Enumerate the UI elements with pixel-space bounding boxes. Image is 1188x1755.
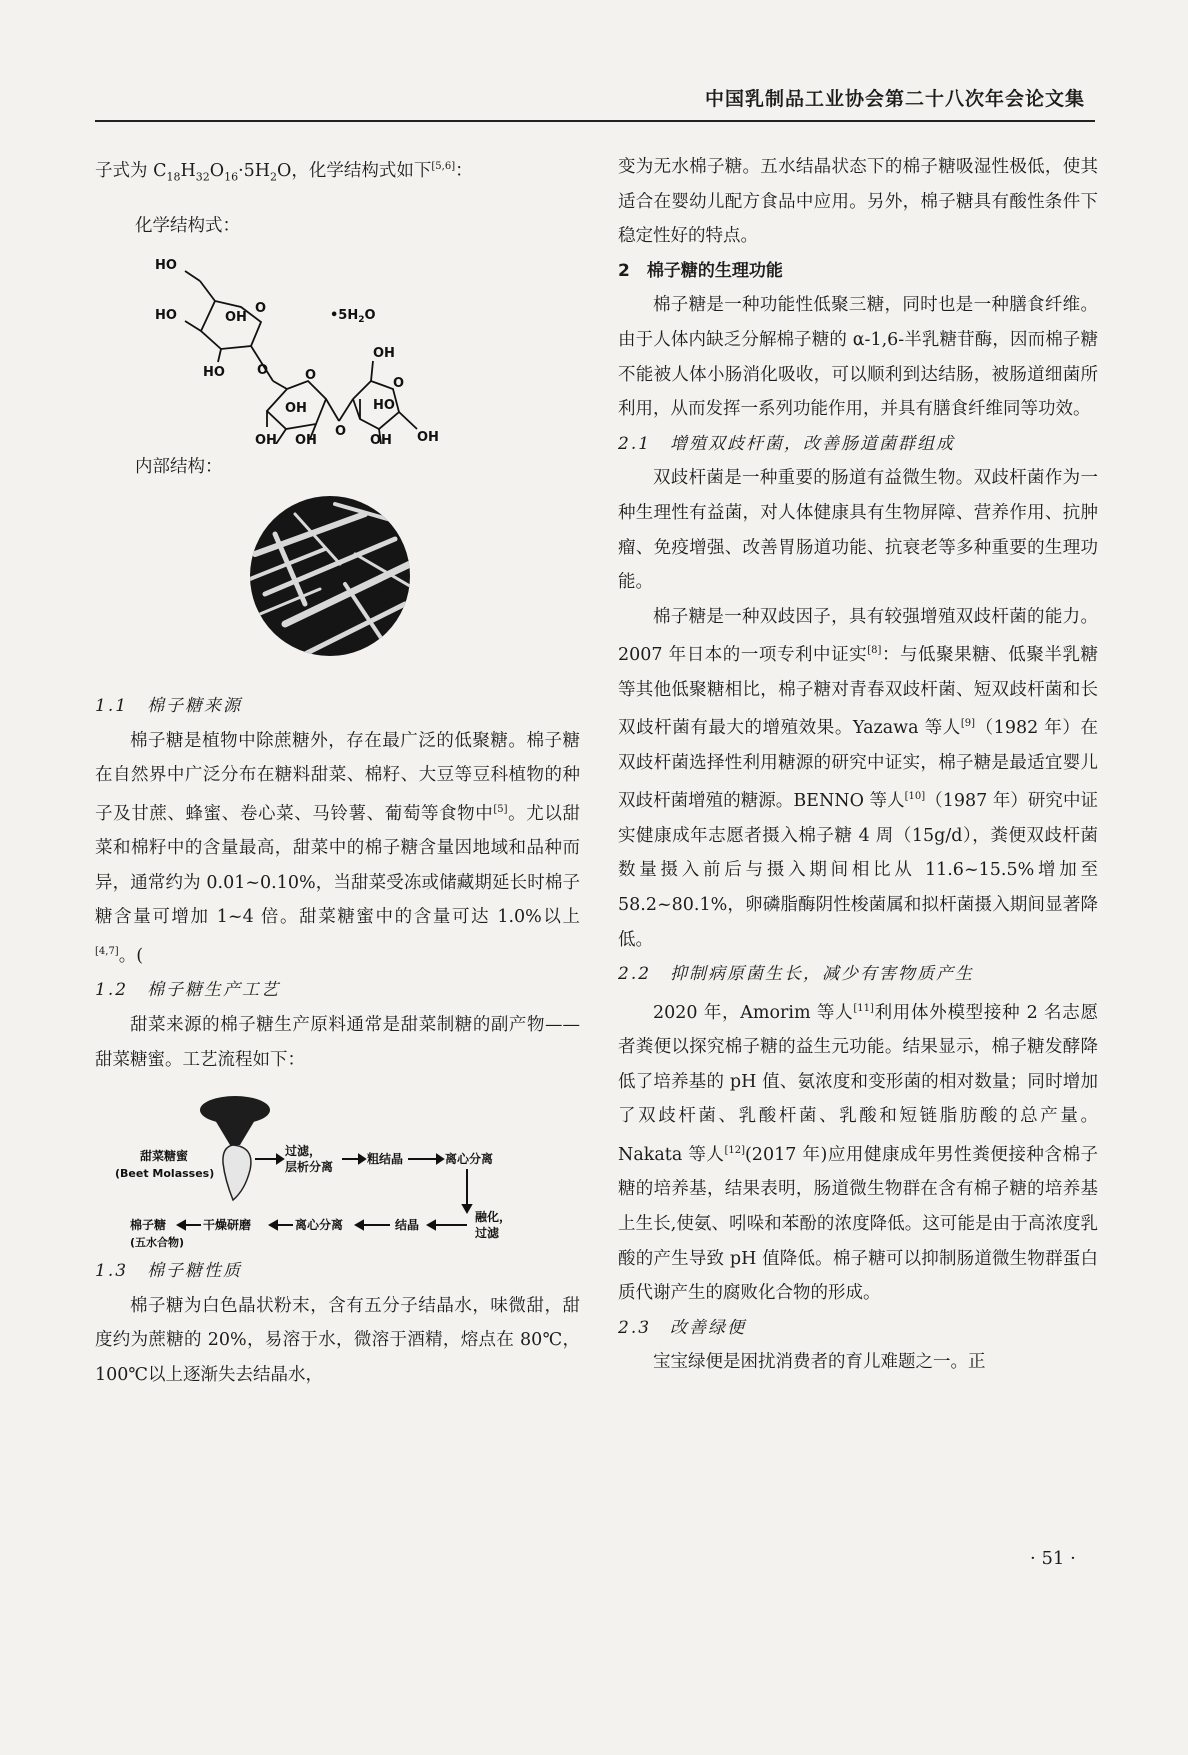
flow-node: 干燥研磨	[203, 1218, 252, 1233]
citation: [12]	[724, 1144, 745, 1156]
continued-paragraph: 变为无水棉子糖。五水结晶状态下的棉子糖吸湿性极低，使其适合在婴幼儿配方食品中应用。另外，棉子糖具有酸性条件下稳定性好的特点。	[618, 157, 1098, 247]
sub: 2	[270, 170, 278, 184]
right-column	[618, 150, 1098, 1380]
sub: 16	[224, 170, 239, 184]
group-label: OH	[225, 309, 247, 325]
page-number: · 51 ·	[1030, 1548, 1076, 1569]
flow-node: 离心分离	[295, 1218, 344, 1233]
text: ：与低聚果糖、低聚半乳糖等其他低聚糖相比，棉子糖对青春双歧杆菌、短双歧杆菌和长双歧杆菌有最大的增殖效果。Yazawa 等人	[618, 645, 1098, 739]
flow-node: (五水合物)	[130, 1236, 185, 1250]
text: 子式为 C	[95, 160, 167, 181]
flow-node: 粗结晶	[367, 1152, 404, 1167]
group-label: HO	[203, 364, 225, 380]
section-2-2-paragraph	[618, 992, 1098, 1311]
flow-node: 离心分离	[445, 1152, 494, 1167]
text: ：	[455, 160, 473, 181]
section-1-3-paragraph: 棉子糖为白色晶状粉末，含有五分子结晶水，味微甜，甜度约为蔗糖的 20%，易溶于水，微溶于酒精，熔点在 80℃，100℃以上逐渐失去结晶水，	[95, 1295, 580, 1385]
group-label: O	[305, 367, 317, 383]
citation: [5]	[493, 803, 508, 815]
group-label: OH	[295, 432, 317, 444]
text: ·5H	[238, 160, 271, 181]
text: (2017 年)应用健康成年男性粪便接种含棉子糖的培养基，结果表明，肠道微生物群在含有棉子糖的培养基上生长,使氨、吲哚和苯酚的浓度降低。这可能是由于高浓度乳酸的产生导致 pH 值降低。棉子糖可以抑制肠道微生物群蛋白质代谢产生的腐败化合物的形成。	[618, 1144, 1098, 1304]
text: 棉子糖是植物中除蔗糖外，存在最广泛的低聚糖。棉子糖在自然界中广泛分布在糖料甜菜、棉籽、大豆等豆科植物的种子及甘蔗、蜂蜜、卷心菜、马铃薯、葡萄等食物中	[95, 730, 580, 824]
flow-node: 甜菜糖蜜	[140, 1149, 189, 1164]
citation: [9]	[960, 718, 976, 730]
text: （1987 年）研究中证实健康成年志愿者摄入棉子糖 4 周（15g/d），粪便双歧杆菌数量摄入前后与摄入期间相比从 11.6~15.5%增加至 58.2~80.1%，卵磷脂酶阴性梭菌属和拟杆菌摄入期间显著降低。	[618, 791, 1099, 950]
citation: [11]	[853, 1002, 874, 1014]
crystal-micrograph	[245, 494, 415, 659]
text: O	[209, 160, 225, 181]
group-label: OH	[255, 432, 277, 444]
section-2-paragraph: 棉子糖是一种功能性低聚三糖，同时也是一种膳食纤维。由于人体内缺乏分解棉子糖的 α-1,6-半乳糖苷酶，因而棉子糖不能被人体小肠消化吸收，可以顺利到达结肠，被肠道细菌所利用，从而发挥一系列功能作用，并具有膳食纤维同等功效。	[618, 295, 1098, 420]
raffinose-structure	[155, 249, 455, 444]
flow-node: (Beet Molasses)	[115, 1167, 215, 1181]
group-label: O	[393, 375, 405, 391]
text: H	[180, 160, 196, 181]
text: 2020 年，Amorim 等人	[653, 1002, 854, 1023]
section-2-1-paragraph-2	[618, 600, 1098, 957]
flow-node: 过滤	[475, 1226, 500, 1241]
section-2-3-paragraph: 宝宝绿便是困扰消费者的育儿难题之一。正	[653, 1352, 986, 1373]
group-label: HO	[155, 307, 177, 323]
flow-node: 棉子糖	[130, 1218, 167, 1233]
flow-node: 结晶	[395, 1218, 420, 1233]
group-label: O	[255, 300, 267, 316]
group-label: HO	[155, 257, 177, 273]
structure-label: 化学结构式：	[135, 215, 240, 236]
group-label: OH	[285, 400, 307, 416]
text: 利用体外模型接种 2 名志愿者粪便以探究棉子糖的益生元功能。结果显示，棉子糖发酵降低了培养基的 pH 值、氨浓度和变形菌的相对数量；同时增加了双歧杆菌、乳酸杆菌、乳酸和短链脂肪酸的总产量。Nakata 等人	[618, 1002, 1098, 1165]
section-1-3-title: 1.3 棉子糖性质	[95, 1261, 243, 1282]
section-1-2-title: 1.2 棉子糖生产工艺	[95, 980, 281, 1001]
beet-icon	[200, 1096, 270, 1200]
text: 棉子糖是一种双歧因子，具有较强增殖双歧杆菌的能力。2007 年日本的一项专利中证实	[618, 606, 1098, 666]
citation: [4,7]	[95, 945, 119, 957]
group-label: HO	[373, 397, 395, 413]
group-label: OH	[417, 429, 439, 444]
section-1-2-paragraph: 甜菜来源的棉子糖生产原料通常是甜菜制糖的副产物——甜菜糖蜜。工艺流程如下：	[95, 1014, 580, 1070]
text: （1982 年）在双歧杆菌选择性利用糖源的研究中证实，棉子糖是最适宜婴儿双歧杆菌增殖的糖源。BENNO 等人	[618, 718, 1098, 812]
text: 。(	[118, 945, 144, 966]
section-2-1-title: 2.1 增殖双歧杆菌，改善肠道菌群组成	[618, 433, 956, 454]
left-column	[95, 150, 580, 1392]
flow-node: 过滤，	[285, 1144, 322, 1159]
sub: 32	[195, 170, 210, 184]
citation: [8]	[867, 645, 882, 657]
formula-line	[95, 150, 580, 195]
group-label: O	[335, 423, 347, 439]
running-header	[95, 80, 1095, 122]
section-2-3-title: 2.3 改善绿便	[618, 1317, 747, 1338]
journal-title: 中国乳制品工业协会第二十八次年会论文集	[704, 88, 1085, 110]
group-label: O	[257, 362, 269, 378]
group-label: OH	[370, 432, 392, 444]
group-label: OH	[373, 345, 395, 361]
section-2-title: 2 棉子糖的生理功能	[618, 260, 783, 281]
sub: 18	[166, 170, 181, 184]
citation: [5,6]	[431, 161, 456, 172]
section-1-1-title: 1.1 棉子糖来源	[95, 695, 243, 716]
section-2-2-title: 2.2 抑制病原菌生长，减少有害物质产生	[618, 964, 975, 985]
section-1-1-paragraph	[95, 724, 580, 974]
flow-node: 层析分离	[285, 1160, 334, 1175]
hydrate-label: $•5H_2O$	[330, 307, 376, 325]
section-2-1-paragraph-1: 双歧杆菌是一种重要的肠道有益微生物。双歧杆菌作为一种生理性有益菌，对人体健康具有生物屏障、营养作用、抗肿瘤、免疫增强、改善胃肠道功能、抗衰老等多种重要的生理功能。	[618, 468, 1098, 593]
text: 。尤以甜菜和棉籽中的含量最高，甜菜中的棉子糖含量因地域和品种而异，通常约为 0.01~0.10%，当甜菜受冻或储藏期延长时棉子糖含量可增加 1~4 倍。甜菜糖蜜中的含量可达 1.0%以上	[95, 803, 581, 928]
flow-node: 融化，	[475, 1210, 512, 1225]
citation: [10]	[904, 791, 926, 803]
text: O，化学结构式如下	[277, 160, 432, 181]
internal-structure-label: 内部结构：	[135, 456, 223, 477]
process-flow-diagram	[105, 1085, 525, 1250]
